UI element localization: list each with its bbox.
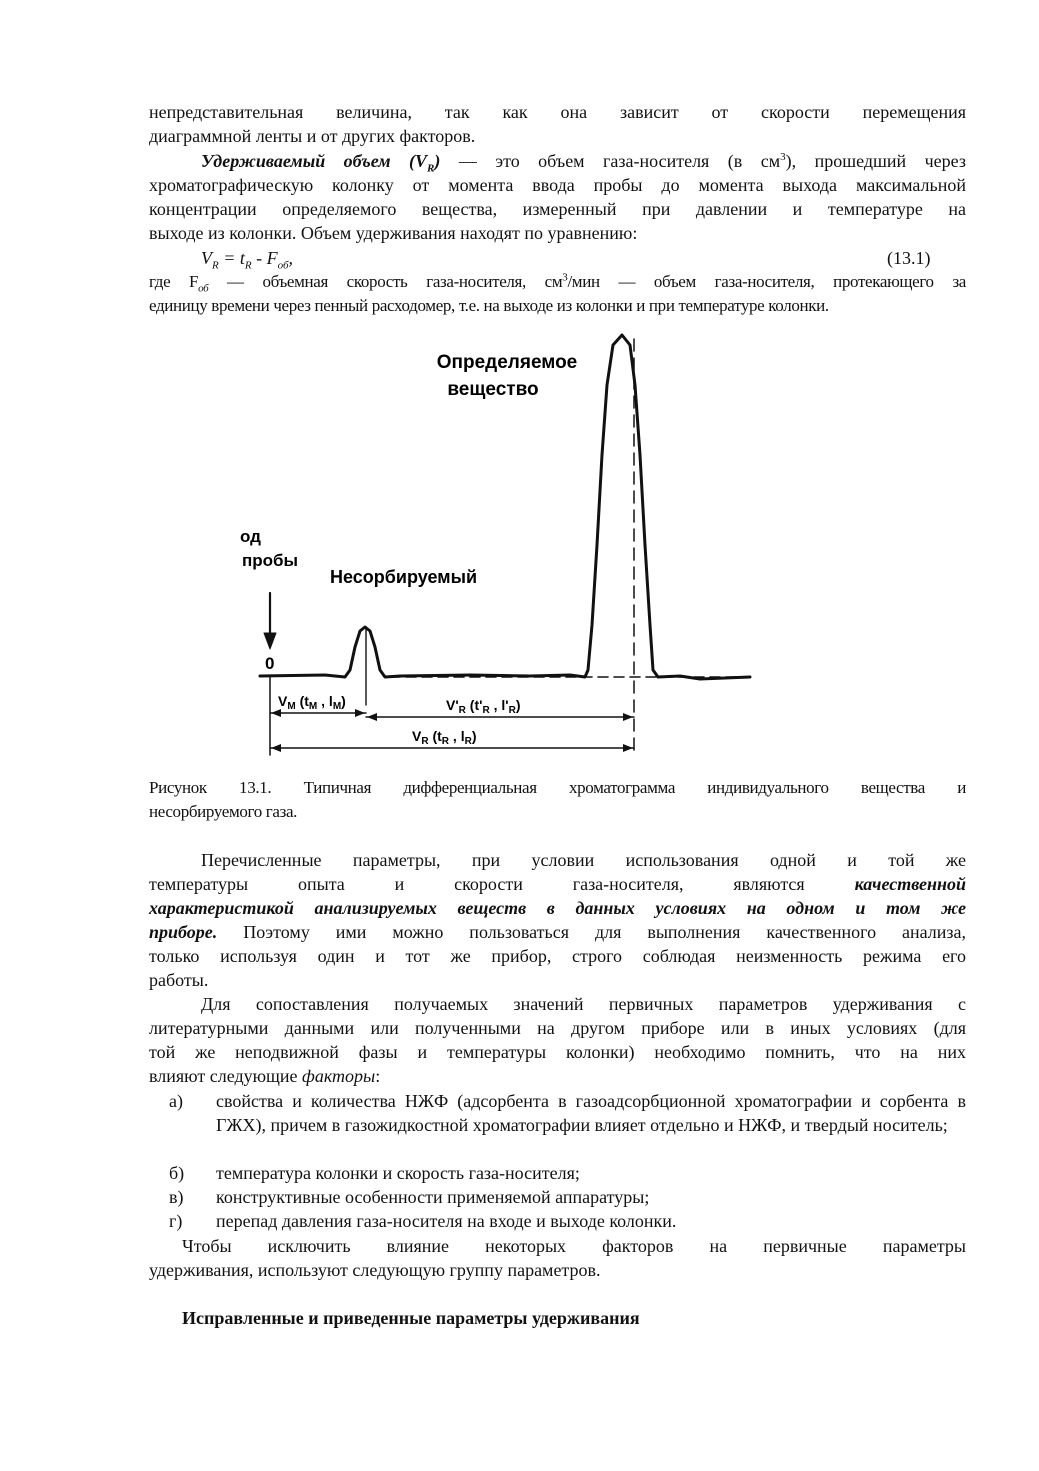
figure-caption-line2: несорбируемого газа. [149,802,298,821]
paragraph-4-line2: удерживания, используют следующую группу параметров. [149,1260,601,1280]
vprime-arrow-right [623,713,633,721]
injection-label-line2: пробы [242,551,299,570]
zero-label: 0 [265,654,275,673]
vr-arrow-left [271,744,281,752]
retention-volume-term: Удерживаемый объем $(V_R)$ [201,151,441,175]
peak-label-line2: вещество [447,379,539,400]
list-item: б) температура колонки и скорость газа-носителя; [169,1163,580,1183]
paragraph-3-line3: той же неподвижной фазы и температуры колонки) необходимо помнить, что на них [149,1042,966,1062]
paragraph-2-line1: Перечисленные параметры, при условии использования одной и той же [201,850,966,870]
flow-rate-definition-line2: единицу времени через пенный расходомер, т.е. на выходе из колонки и при температуре колонки. [149,296,829,315]
unsorbed-label: Несорбируемый [330,567,478,587]
paragraph-intro-line1: непредставительная величина, так как она зависит от скорости перемещения [149,102,966,122]
retention-volume-line4: выходе из колонки. Объем удерживания находят по уравнению: [149,223,638,243]
list-item: в) конструктивные особенности применяемой аппаратуры; [169,1187,650,1207]
paragraph-2-line4: приборе. Поэтому ими можно пользоваться для выполнения качественного анализа, [149,922,966,942]
vprime-arrow-left [367,713,377,721]
chromatogram-figure [230,325,760,765]
flow-rate-definition-line1: где $F_{об}$ — объемная скорость газа-носителя, $см^3$/мин — объем газа-носителя, протекающего за [149,271,967,295]
paragraph-2-line5: только используя один и тот же прибор, строго соблюдая неизменность режима его [149,946,966,966]
paragraph-3-line2: литературными данными или полученными на другом приборе или в иных условиях (для [149,1018,966,1038]
retention-volume-line2: хроматографическую колонку от момента ввода пробы до момента выхода максимальной [149,175,966,195]
section-heading: Исправленные и приведенные параметры удерживания [182,1308,640,1328]
list-item: а) свойства и количества НЖФ (адсорбента в газоадсорбционной хроматографии и сорбента в ГЖХ), причем в газожидкостной хроматографии влияет отдельно и НЖФ, и твердый носитель; [169,1091,966,1135]
figure-caption-line1: Рисунок 13.1. Типичная дифференциальная хроматограмма индивидуального вещества и [149,778,966,797]
list-item: г) перепад давления газа-носителя на входе и выходе колонки. [169,1211,677,1231]
peak-label-line1: Определяемое [436,352,578,373]
vr-label: $V_R$ ($t_R$ , $l_R$) [412,728,477,747]
injection-arrow-head [264,633,276,649]
paragraph-2-line3: характеристикой анализируемых веществ в данных условиях на одном и том же [149,898,966,918]
equation-number: (13.1) [887,248,931,268]
paragraph-2-line2: температуры опыта и скорости газа-носителя, являются качественной [149,874,966,894]
vm-label: $V_М$ ($t_М$ , $l_М$) [278,693,346,712]
vm-arrow-right [355,709,365,717]
paragraph-4-line1: Чтобы исключить влияние некоторых факторов на первичные параметры [182,1236,966,1256]
injection-label-line1: од [240,527,261,546]
equation-13-1: $V_R = t_R - F_{об}$, [201,248,294,272]
paragraph-2-line6: работы. [149,970,209,990]
paragraph-intro-line2: диаграммной ленты и от других факторов. [149,126,476,146]
paragraph-3-line1: Для сопоставления получаемых значений первичных параметров удерживания с [201,994,966,1014]
vprime-label: $V'_R$ ($t'_R$ , $l'_R$) [446,697,521,716]
paragraph-3-line4: влияют следующие факторы: [149,1066,381,1086]
retention-volume-definition: Удерживаемый объем $(V_R)$ — это объем газа-носителя (в $см^3$), прошедший через [201,151,966,175]
retention-volume-line3: концентрации определяемого вещества, измеренный при давлении и температуре на [149,199,966,219]
vr-arrow-right [623,744,633,752]
vm-arrow-left [271,709,281,717]
